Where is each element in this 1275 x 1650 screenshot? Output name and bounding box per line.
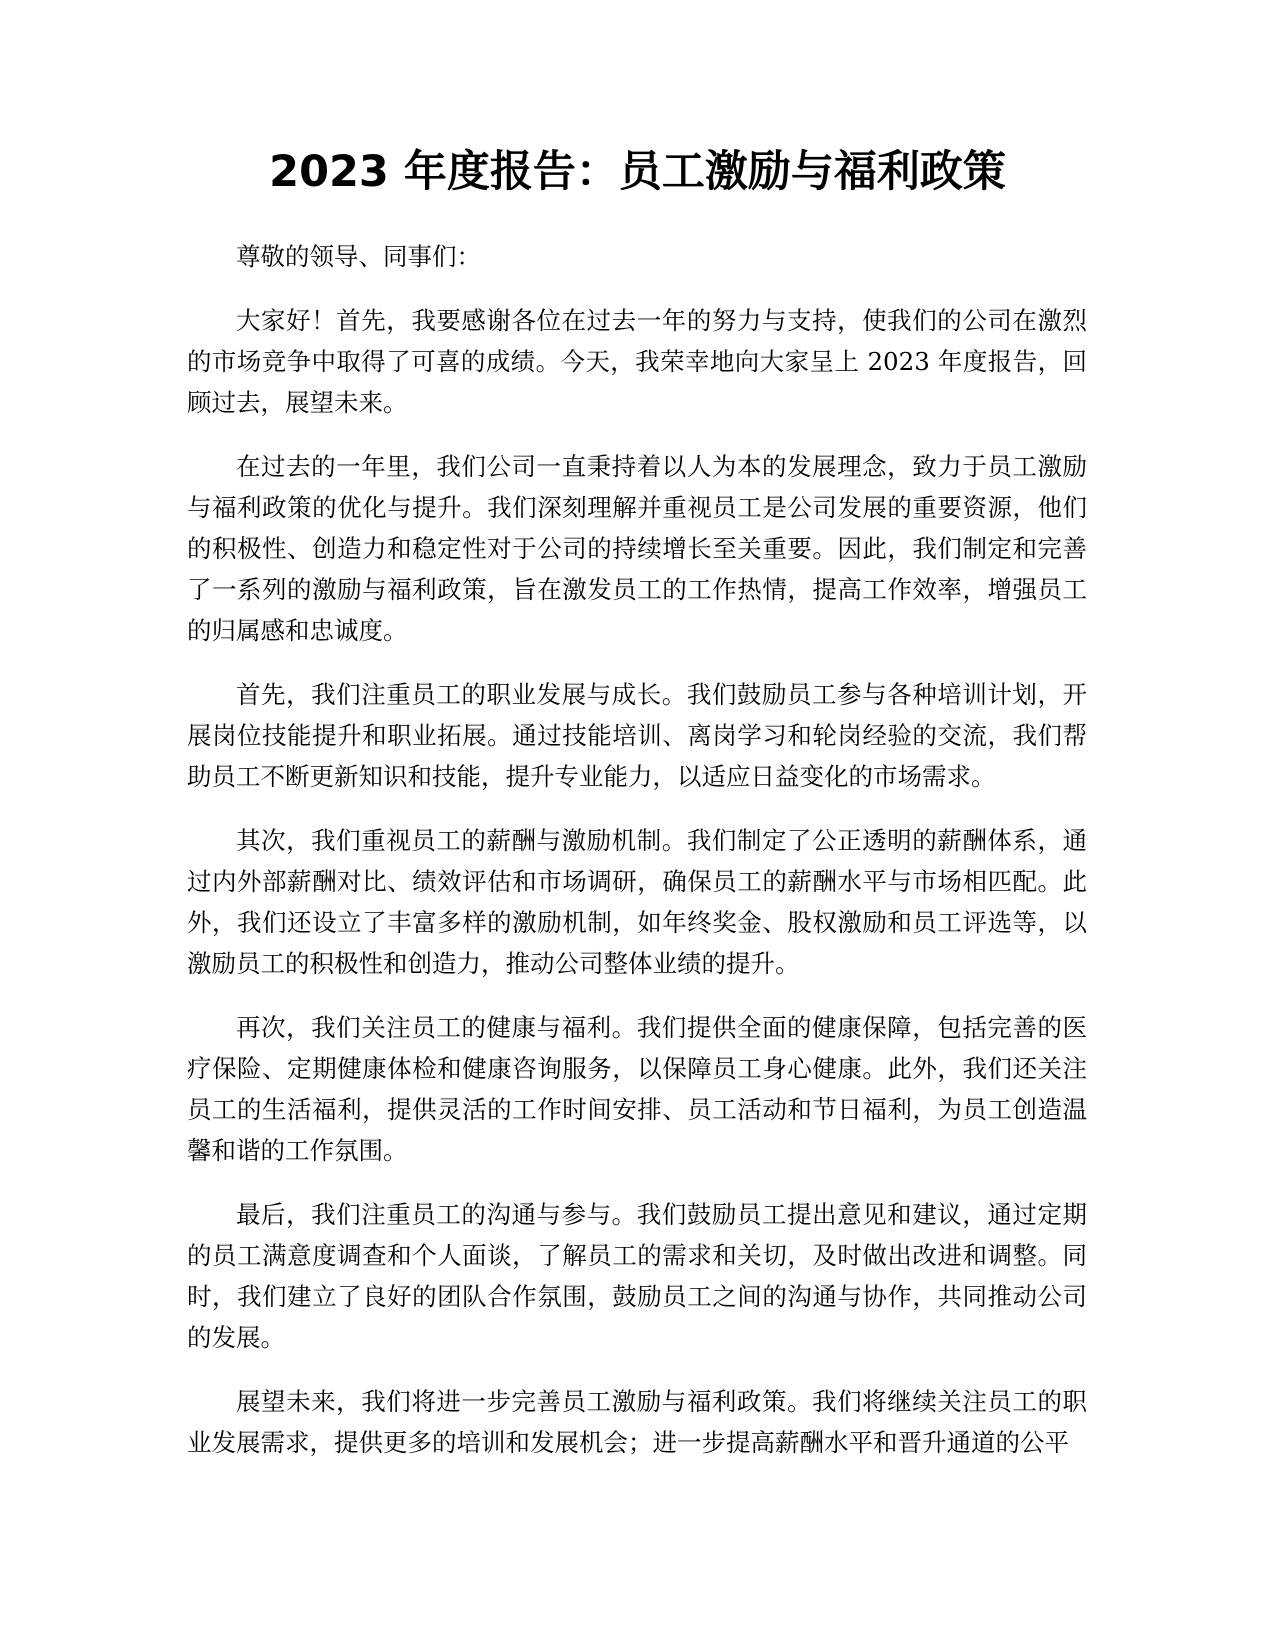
document-title: 2023 年度报告：员工激励与福利政策 xyxy=(269,147,1006,197)
body-paragraph: 大家好！首先，我要感谢各位在过去一年的努力与支持，使我们的公司在激烈的市场竞争中取得了可喜的成绩。今天，我荣幸地向大家呈上 2023 年度报告，回顾过去，展望未来。 xyxy=(187,306,1087,417)
document-body xyxy=(187,236,1087,1486)
salutation-paragraph: 尊敬的领导、同事们： xyxy=(236,242,481,271)
body-paragraph: 首先，我们注重员工的职业发展与成长。我们鼓励员工参与各种培训计划，开展岗位技能提升和职业拓展。通过技能培训、离岗学习和轮岗经验的交流，我们帮助员工不断更新知识和技能，提升专业能力，以适应日益变化的市场需求。 xyxy=(187,680,1087,791)
body-paragraph: 最后，我们注重员工的沟通与参与。我们鼓励员工提出意见和建议，通过定期的员工满意度调查和个人面谈，了解员工的需求和关切，及时做出改进和调整。同时，我们建立了良好的团队合作氛围，鼓励员工之间的沟通与协作，共同推动公司的发展。 xyxy=(187,1200,1087,1352)
body-paragraph: 其次，我们重视员工的薪酬与激励机制。我们制定了公正透明的薪酬体系，通过内外部薪酬对比、绩效评估和市场调研，确保员工的薪酬水平与市场相匹配。此外，我们还设立了丰富多样的激励机制，如年终奖金、股权激励和员工评选等，以激励员工的积极性和创造力，推动公司整体业绩的提升。 xyxy=(187,826,1087,978)
body-paragraph: 再次，我们关注员工的健康与福利。我们提供全面的健康保障，包括完善的医疗保险、定期健康体检和健康咨询服务，以保障员工身心健康。此外，我们还关注员工的生活福利，提供灵活的工作时间安排、员工活动和节日福利，为员工创造温馨和谐的工作氛围。 xyxy=(187,1013,1087,1165)
body-paragraph: 在过去的一年里，我们公司一直秉持着以人为本的发展理念，致力于员工激励与福利政策的优化与提升。我们深刻理解并重视员工是公司发展的重要资源，他们的积极性、创造力和稳定性对于公司的持续增长至关重要。因此，我们制定和完善了一系列的激励与福利政策，旨在激发员工的工作热情，提高工作效率，增强员工的归属感和忠诚度。 xyxy=(187,452,1087,645)
body-paragraph: 展望未来，我们将进一步完善员工激励与福利政策。我们将继续关注员工的职业发展需求，提供更多的培训和发展机会；进一步提高薪酬水平和晋升通道的公平 xyxy=(187,1387,1087,1457)
